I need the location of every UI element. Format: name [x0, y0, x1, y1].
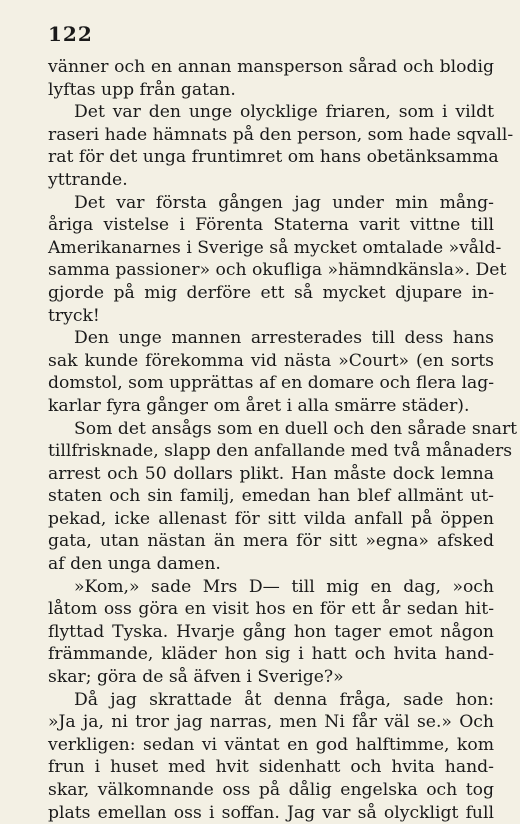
text-line: vänner och en annan mansperson sårad och blodig [48, 57, 494, 77]
text-line: Det var den unge olycklige friaren, som i vildt [74, 102, 494, 123]
text-line: frun i huset med hvit sidenhatt och hvita hand- [48, 757, 494, 778]
text-line: samma passioner» och okufliga »hämndkänsla». Det [48, 260, 507, 281]
text-line: raseri hade hämnats på den person, som hade sqvall- [48, 124, 514, 145]
text-line: tryck! [48, 305, 100, 326]
text-line: Amerikanarnes i Sverige så mycket omtalade »våld- [48, 237, 502, 258]
page-number: 122 [48, 22, 93, 46]
text-line: flyttad Tyska. Hvarje gång hon tager emot någon [48, 621, 494, 642]
text-line: lyftas upp från gatan. [48, 79, 236, 100]
text-line: Som det ansågs som en duell och den sårade snart [74, 418, 518, 439]
text-line: plats emellan oss i soffan. Jag var så olyckligt full [48, 802, 494, 823]
text-line: Då jag skrattade åt denna fråga, sade hon: [74, 689, 494, 710]
text-line: verkligen: sedan vi väntat en god halftimme, kom [48, 734, 494, 755]
text-line: låtom oss göra en visit hos en för ett år sedan hit- [48, 599, 494, 620]
text-line: arrest och 50 dollars plikt. Han måste dock lemna [48, 463, 494, 484]
text-line: »Kom,» sade Mrs D— till mig en dag, »och [74, 576, 494, 597]
text-line: gata, utan nästan än mera för sitt »egna» afsked [48, 531, 494, 552]
text-line: tillfrisknade, slapp den anfallande med två månaders [48, 441, 513, 462]
text-line: gjorde på mig derföre ett så mycket djupare in- [48, 282, 494, 303]
text-line: staten och sin familj, emedan han blef allmänt ut- [48, 486, 494, 507]
text-line: skar, välkomnande oss på dålig engelska och tog [48, 780, 494, 800]
text-line: Det var första gången jag under min mång- [74, 192, 494, 213]
text-line: åriga vistelse i Förenta Staterna varit vittne till [48, 215, 494, 236]
text-line: Den unge mannen arresterades till dess hans [74, 328, 494, 349]
text-line: »Ja ja, ni tror jag narras, men Ni får väl se.» Och [48, 712, 494, 733]
text-line: skar; göra de så äfven i Sverige?» [48, 667, 344, 688]
text-line: karlar fyra gånger om året i alla smärre städer). [48, 395, 470, 416]
text-line: främmande, kläder hon sig i hatt och hvita hand- [48, 644, 494, 665]
body-text [48, 56, 518, 824]
text-line: domstol, som upprättas af en domare och flera lag- [48, 373, 495, 394]
text-line: yttrande. [48, 169, 128, 190]
text-line: af den unga damen. [48, 554, 221, 575]
text-line: rat för det unga fruntimret om hans obetänksamma [48, 147, 499, 168]
text-line: sak kunde förekomma vid nästa »Court» (en sorts [48, 350, 494, 371]
text-line: pekad, icke allenast för sitt vilda anfall på öppen [48, 508, 494, 529]
